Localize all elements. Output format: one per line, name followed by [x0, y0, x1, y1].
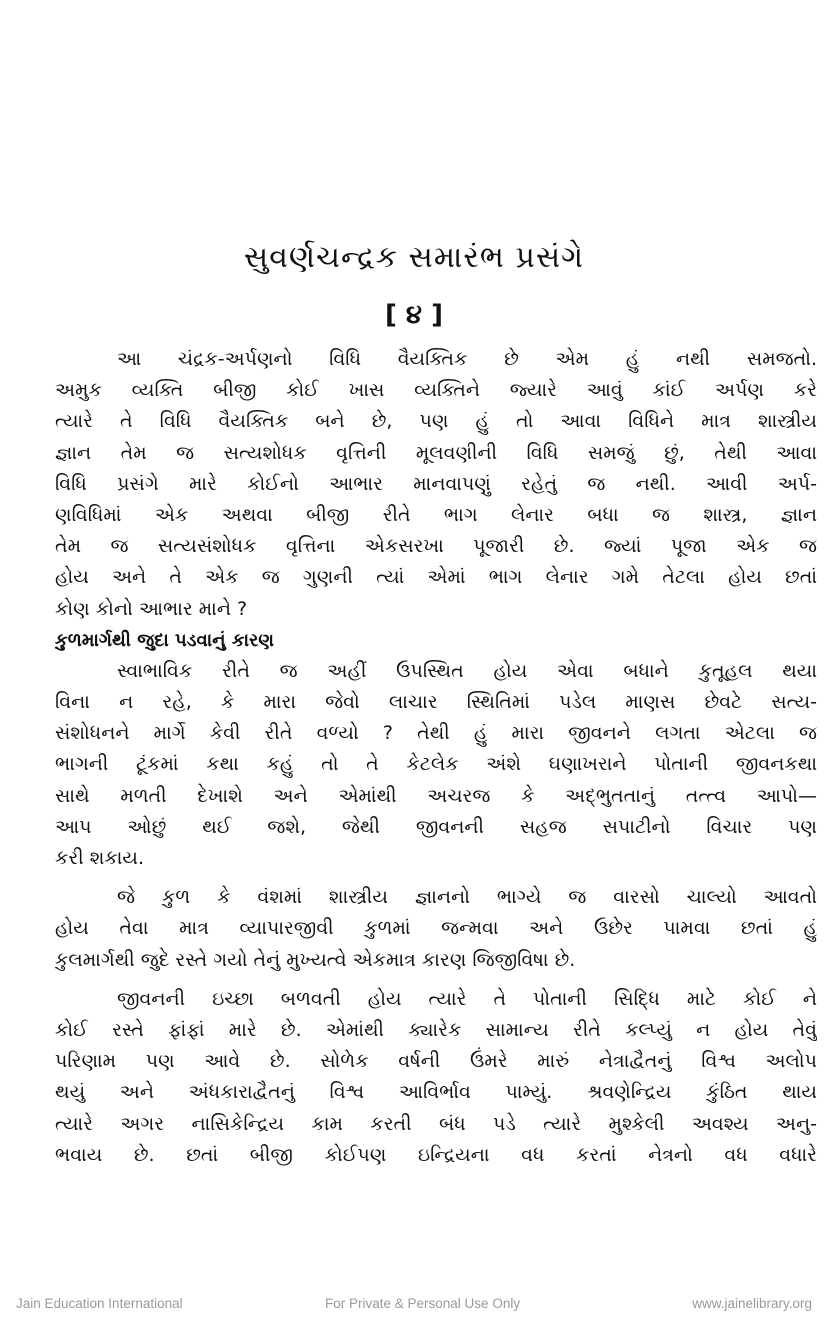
text-line: અમુક વ્યક્તિ બીજી કોઈ ખાસ વ્યક્તિને જ્યારે આવું કાંઈ અર્પણ કરે [55, 379, 817, 402]
text-line: ત્યારે તે વિધિ વૈયક્તિક બને છે, પણ હું તો આવા વિધિને માત્ર શાસ્ત્રીય [55, 410, 817, 433]
text-line: ત્યારે અગર નાસિકેન્દ્રિય કામ કરતી બંધ પડે ત્યારે મુશ્કેલી અવશ્ય અનુ- [55, 1112, 817, 1135]
text-line: હોય અને તે એક જ ગુણની ત્યાં એમાં ભાગ લેનાર ગમે તેટલા હોય છતાં [55, 566, 817, 589]
text-line: કોણ કોનો આભાર માને ? [55, 597, 248, 620]
text-line: સંશોધનને માર્ગે કેવી રીતે વળ્યો ? તેથી હું મારા જીવનને લગતા એટલા જ [55, 722, 817, 745]
page-footer [0, 1296, 828, 1320]
text-line: તેમ જ સત્યસંશોધક વૃત્તિના એકસરખા પૂજારી છે. જ્યાં પૂજા એક જ [55, 535, 817, 558]
section-heading: કુળમાર્ગથી જુદા પડવાનું કારણ [55, 629, 274, 651]
page-title: સુવર્ણચન્દ્રક સમારંભ પ્રસંગે [243, 240, 585, 275]
chapter-number: [ ૪ ] [385, 300, 443, 330]
page-body [55, 344, 817, 1171]
footer-website-link[interactable]: www.jainelibrary.org [692, 1296, 812, 1311]
text-line: વિના ન રહે, કે મારા જેવો લાચાર સ્થિતિમાં પડેલ માણસ છેવટે સત્ય- [55, 691, 817, 714]
text-line: કરી શકાય. [55, 847, 145, 869]
text-line: હોય તેવા માત્ર વ્યાપારજીવી કુળમાં જન્મવા અને ઉછેર પામવા છતાં હું [55, 917, 817, 940]
text-line: કોઈ રસ્તે ફાંફાં મારે છે. એમાંથી ક્યારેક સામાન્ય રીતે કલ્પ્યું ન હોય તેવું [55, 1018, 817, 1041]
text-line: ણવિધિમાં એક અથવા બીજી રીતે ભાગ લેનાર બધા જ શાસ્ત્ર, જ્ઞાન [55, 503, 817, 526]
text-line: ભાગની ટૂંકમાં કથા કહું તો તે કેટલેક અંશે ઘણાખરાને પોતાની જીવનકથા [55, 753, 817, 776]
footer-publisher: Jain Education International [16, 1296, 183, 1311]
text-line: જે કુળ કે વંશમાં શાસ્ત્રીય જ્ઞાનનો ભાગ્યે જ વારસો ચાલ્યો આવતો [117, 886, 817, 909]
text-line: ભવાય છે. છતાં બીજી કોઈપણ ઇન્દ્રિયના વધ કરતાં નેત્રનો વધ વધારે [55, 1143, 817, 1166]
text-line: આ ચંદ્રક-અર્પણનો વિધિ વૈયક્તિક છે એમ હું નથી સમજતો. [117, 348, 817, 370]
text-line: વિધિ પ્રસંગે મારે કોઈનો આભાર માનવાપણું રહેતું જ નથી. આવી અર્પ- [55, 472, 817, 495]
text-line: પરિણામ પણ આવે છે. સોળેક વર્ષની ઉંમરે મારું નેત્રાદ્વૈતનું વિશ્વ અલોપ [55, 1050, 817, 1073]
text-line: સાથે મળતી દેખાશે અને એમાંથી અચરજ કે અદ્ભુતતાનું તત્ત્વ આપો— [55, 784, 817, 807]
text-line: જ્ઞાન તેમ જ સત્યશોધક વૃત્તિની મૂલવણીની વિધિ સમજું છું, તેથી આવા [55, 441, 817, 464]
text-line: જીવનની ઇચ્છા બળવતી હોય ત્યારે તે પોતાની સિદ્ધિ માટે કોઈ ને [117, 987, 817, 1010]
text-line: આપ ઓછું થઈ જશે, જેથી જીવનની સહજ સપાટીનો વિચાર પણ [55, 815, 817, 838]
text-line: કુલમાર્ગથી જુદે રસ્તે ગયો તેનું મુખ્યત્વે એકમાત્ર કારણ જિજીવિષા છે. [55, 948, 576, 971]
text-line: સ્વાભાવિક રીતે જ અહીં ઉપસ્થિત હોય એવા બધાને કુતૂહલ થયા [117, 659, 817, 682]
footer-usage-note: For Private & Personal Use Only [325, 1296, 521, 1311]
text-line: થયું અને અંધકારાદ્વૈતનું વિશ્વ આવિર્ભાવ પામ્યું. શ્રવણેન્દ્રિય કુંઠિત થાય [55, 1081, 817, 1104]
